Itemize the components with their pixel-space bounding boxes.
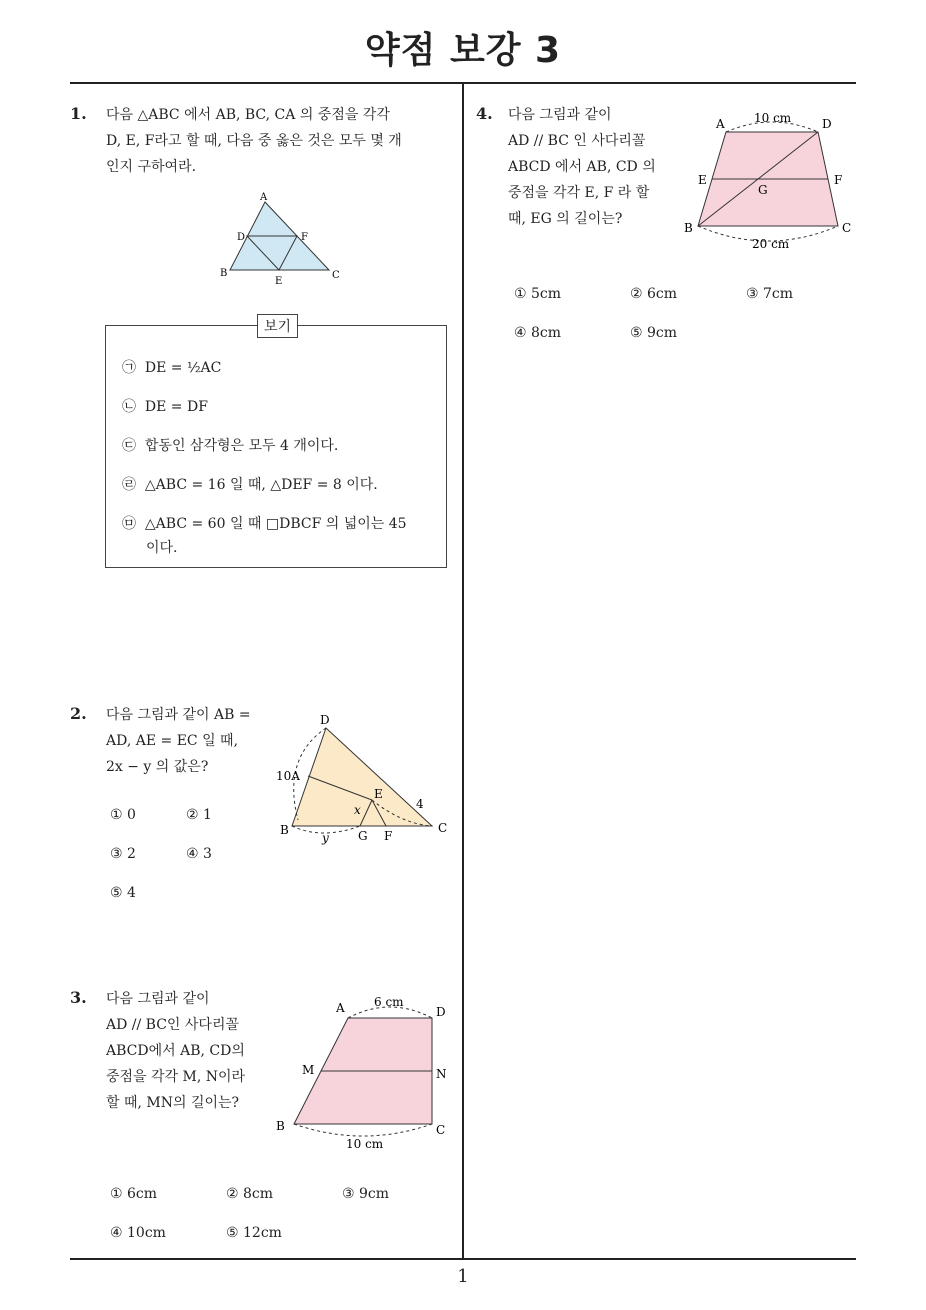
q2-number: 2.: [70, 704, 87, 723]
q2-option-3[interactable]: ③ 2: [110, 846, 136, 862]
q3-label-top: 6 cm: [374, 995, 404, 1009]
q2-label-x: x: [354, 803, 361, 817]
q2-line: 다음 그림과 같이 AB =: [106, 707, 251, 723]
q2-label-D: D: [320, 713, 330, 727]
q1-line: 다음 △ABC 에서 AB, BC, CA 의 중점을 각각: [106, 107, 390, 123]
q4-option-2[interactable]: ② 6cm: [630, 286, 678, 302]
q1-triangle-figure: [215, 188, 345, 288]
q2-label-A: 10A: [276, 769, 300, 783]
example-item: ㉠ DE = ½AC: [122, 360, 222, 376]
q4-label-B: B: [684, 221, 693, 235]
q4-line: AD // BC 인 사다리꼴: [508, 133, 646, 149]
q4-label-E: E: [698, 173, 707, 187]
example-item-cont: 이다.: [146, 540, 178, 556]
q1-line: D, E, F라고 할 때, 다음 중 옳은 것은 모두 몇 개: [106, 133, 402, 149]
q2-option-5[interactable]: ⑤ 4: [110, 885, 136, 901]
q2-line: 2x − y 의 값은?: [106, 759, 209, 775]
q3-label-B: B: [276, 1119, 285, 1133]
q2-line: AD, AE = EC 일 때,: [106, 733, 239, 749]
q4-line: 중점을 각각 E, F 라 할: [508, 185, 650, 201]
example-item: ㉢ 합동인 삼각형은 모두 4 개이다.: [122, 438, 339, 454]
q1-label-A: A: [260, 192, 268, 203]
q4-label-top: 10 cm: [754, 111, 792, 125]
q4-label-D: D: [822, 117, 832, 131]
q4-label-A: A: [716, 117, 725, 131]
q3-line: 할 때, MN의 길이는?: [106, 1095, 240, 1111]
q3-trapezoid-figure: [272, 990, 457, 1155]
q3-option-5[interactable]: ⑤ 12cm: [226, 1225, 282, 1241]
q3-label-C: C: [436, 1123, 446, 1137]
column-divider: [462, 84, 464, 1260]
q2-label-G: G: [358, 829, 368, 843]
q3-label-A: A: [336, 1001, 345, 1015]
q4-line: ABCD 에서 AB, CD 의: [508, 159, 656, 175]
q3-option-1[interactable]: ① 6cm: [110, 1186, 158, 1202]
q3-line: ABCD에서 AB, CD의: [106, 1043, 245, 1059]
q2-text: [106, 702, 266, 780]
q4-trapezoid-figure: [682, 108, 857, 256]
q2-label-E: E: [374, 787, 383, 801]
q4-label-G: G: [758, 183, 768, 197]
q2-option-1[interactable]: ① 0: [110, 807, 136, 823]
q4-option-4[interactable]: ④ 8cm: [514, 325, 562, 341]
example-item: ㉡ DE = DF: [122, 399, 208, 415]
q4-line: 다음 그림과 같이: [508, 107, 612, 123]
q4-line: 때, EG 의 길이는?: [508, 211, 623, 227]
q3-text: [106, 986, 266, 1116]
q2-label-y: y: [322, 831, 329, 845]
q1-line: 인지 구하여라.: [106, 159, 197, 175]
page-title: 약점 보강 3: [364, 30, 562, 71]
q3-line: AD // BC인 사다리꼴: [106, 1017, 239, 1033]
q1-label-F: F: [301, 232, 308, 243]
q3-label-M: M: [302, 1063, 315, 1077]
q4-option-3[interactable]: ③ 7cm: [746, 286, 794, 302]
example-item: ㉤ △ABC = 60 일 때 □DBCF 의 넓이는 45: [122, 516, 407, 532]
q3-option-3[interactable]: ③ 9cm: [342, 1186, 390, 1202]
q4-label-bottom: 20 cm: [752, 237, 790, 251]
q4-number: 4.: [476, 104, 493, 123]
q2-option-2[interactable]: ② 1: [186, 807, 212, 823]
q3-line: 중점을 각각 M, N이라: [106, 1069, 246, 1085]
q1-label-D: D: [237, 232, 246, 243]
q3-line: 다음 그림과 같이: [106, 991, 210, 1007]
q1-label-B: B: [220, 268, 228, 279]
q2-label-F: F: [384, 829, 393, 843]
q1-label-E: E: [275, 276, 283, 287]
q1-label-C: C: [332, 270, 340, 281]
q4-label-C: C: [842, 221, 852, 235]
q4-text: [508, 102, 668, 232]
q3-number: 3.: [70, 988, 87, 1007]
q2-label-B: B: [280, 823, 289, 837]
example-item: ㉣ △ABC = 16 일 때, △DEF = 8 이다.: [122, 477, 378, 493]
q1-text: [106, 102, 456, 180]
q3-option-4[interactable]: ④ 10cm: [110, 1225, 166, 1241]
q3-label-N: N: [436, 1067, 447, 1081]
page-number: 1: [457, 1266, 469, 1287]
q2-triangle-figure: [272, 708, 457, 848]
q4-option-5[interactable]: ⑤ 9cm: [630, 325, 678, 341]
q4-option-1[interactable]: ① 5cm: [514, 286, 562, 302]
q2-label-C: C: [438, 821, 448, 835]
example-box-label: 보기: [257, 314, 298, 338]
q2-label-4: 4: [416, 797, 424, 811]
q3-label-D: D: [436, 1005, 446, 1019]
q3-label-bottom: 10 cm: [346, 1137, 384, 1151]
q2-option-4[interactable]: ④ 3: [186, 846, 212, 862]
q4-label-F: F: [834, 173, 843, 187]
q1-number: 1.: [70, 104, 87, 123]
q3-option-2[interactable]: ② 8cm: [226, 1186, 274, 1202]
